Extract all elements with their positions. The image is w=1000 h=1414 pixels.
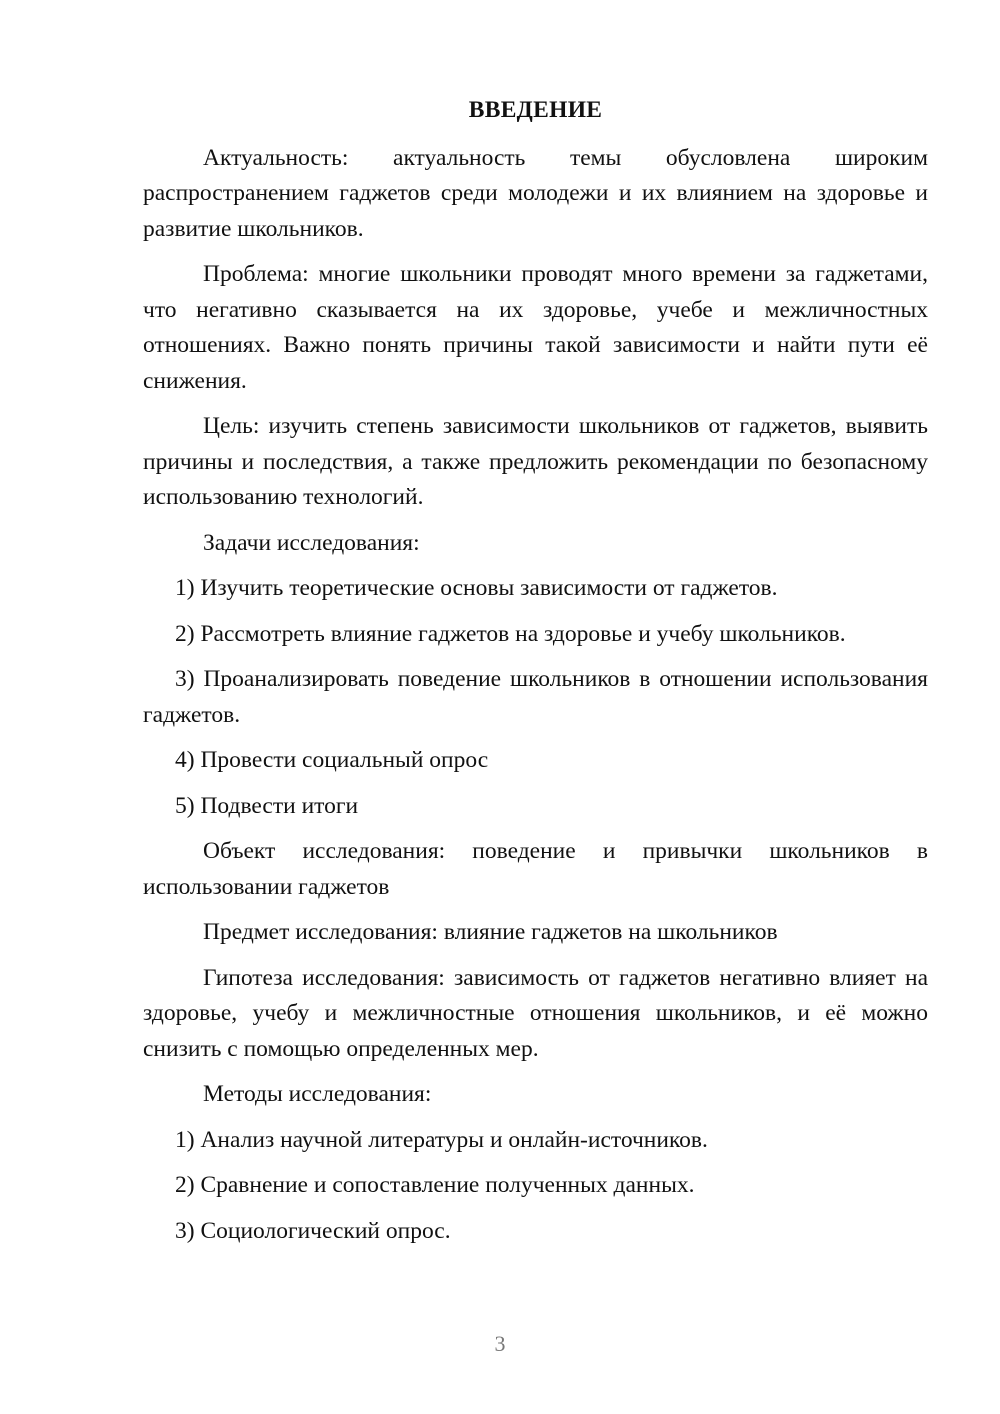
methods-heading: Методы исследования: — [203, 1081, 432, 1107]
method-item: 2) Сравнение и сопоставление полученных данных. — [175, 1172, 695, 1198]
hypothesis-paragraph: Гипотеза исследования: зависимость от гаджетов негативно влияет на здоровье, учебу и межличностные отношения школьников, и её можно снизить с помощью определенных мер. — [143, 964, 928, 1062]
task-item: 2) Рассмотреть влияние гаджетов на здоровье и учебу школьников. — [175, 620, 846, 647]
task-item: 1) Изучить теоретические основы зависимости от гаджетов. — [175, 575, 778, 601]
subject-paragraph: Предмет исследования: влияние гаджетов на школьников — [203, 919, 778, 945]
problem-paragraph: Проблема: многие школьники проводят много времени за гаджетами, что негативно сказывается на их здоровье, учебе и межличностных отношениях. Важно понять причины такой зависимости и найти пути её снижения. — [143, 261, 928, 394]
object-paragraph: Объект исследования: поведение и привычки школьников в использовании гаджетов — [143, 838, 928, 900]
task-item: 5) Подвести итоги — [175, 792, 359, 819]
method-item: 3) Социологический опрос. — [175, 1217, 451, 1244]
section-title: ВВЕДЕНИЕ — [468, 97, 603, 123]
page-number: 3 — [494, 1331, 506, 1356]
tasks-heading: Задачи исследования: — [203, 529, 420, 556]
task-item: 3) Проанализировать поведение школьников в отношении использования гаджетов. — [143, 666, 928, 728]
task-item: 4) Провести социальный опрос — [175, 747, 489, 773]
page-content — [143, 93, 928, 1259]
method-item: 1) Анализ научной литературы и онлайн-источников. — [175, 1126, 708, 1153]
goal-paragraph: Цель: изучить степень зависимости школьников от гаджетов, выявить причины и последствия, а также предложить рекомендации по безопасному использованию технологий. — [143, 413, 928, 510]
relevance-paragraph: Актуальность: актуальность темы обусловлена широким распространением гаджетов среди молодежи и их влиянием на здоровье и развитие школьников. — [143, 144, 928, 242]
